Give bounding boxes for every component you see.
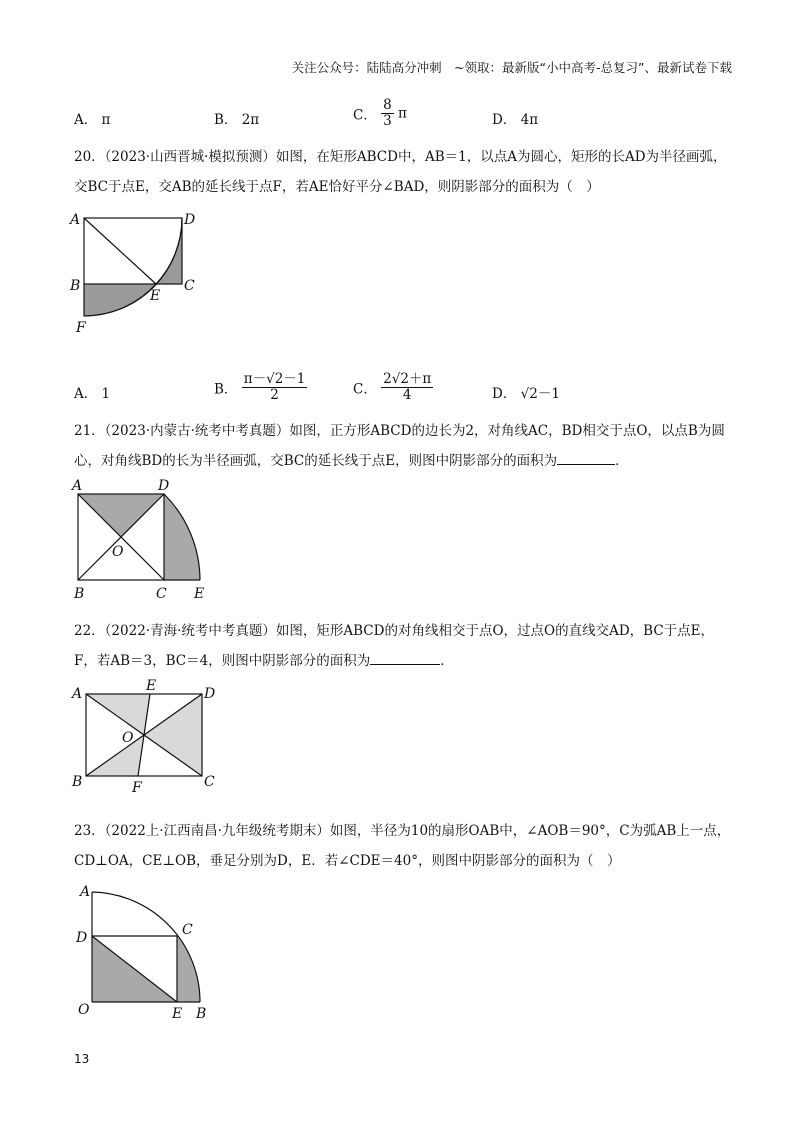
q20-label-e: E [150, 288, 161, 304]
q23-label-c: C [182, 922, 193, 938]
q23-figure [74, 882, 214, 1022]
q20-option-d [492, 382, 560, 402]
q23-label-b: B [196, 1006, 207, 1022]
q20-label-f: F [76, 320, 86, 336]
q21-shaded-region-cde [164, 494, 200, 580]
fraction-denominator: 3 [383, 112, 392, 129]
q23-label-o: O [78, 1002, 90, 1018]
q22-label-f: F [132, 780, 142, 796]
q21-label-b: B [74, 586, 85, 602]
q22-label-o: O [122, 730, 134, 746]
q19-option-d [492, 108, 538, 128]
q21-label-c: C [156, 586, 167, 602]
fraction-denominator: 4 [402, 386, 412, 403]
option-letter: B． [214, 112, 238, 128]
option-letter: D． [492, 112, 517, 128]
q21-text: 21．（2023·内蒙古·统考中考真题）如图，正方形ABCD的边长为2，对角线AC，BD相交于点O，以点B为圆心，对角线BD的长为半径画弧，交BC的延长线于点E，则图中阴影部分的面积为 [74, 423, 725, 469]
q20-figure [66, 208, 206, 338]
q20-shaded-region-right [156, 218, 182, 284]
option-letter: D． [492, 386, 517, 402]
page-header: 关注公众号：陆陆高分冲刺 ~领取：最新版“小中高考-总复习”、最新试卷下载 [291, 60, 732, 75]
q22-shaded-triangle-doc [144, 694, 202, 776]
q21-label-e: E [194, 586, 205, 602]
option-letter: A． [74, 386, 98, 402]
q22-question-text [74, 616, 734, 676]
q20-option-b [214, 372, 307, 403]
q22-label-e: E [146, 678, 157, 694]
q20-label-d: D [184, 212, 196, 228]
q21-question-text [74, 416, 734, 476]
q20-option-a [74, 382, 110, 402]
q19-option-b [214, 108, 259, 128]
q20-segment-ae [84, 218, 156, 284]
q22-label-c: C [204, 774, 215, 790]
fraction [381, 98, 394, 129]
page-number: 13 [74, 1052, 90, 1066]
q20-label-a: A [70, 212, 81, 228]
q23-shaded-region-ceb [177, 936, 200, 1002]
q23-label-e: E [172, 1006, 183, 1022]
option-value: π [398, 105, 407, 122]
q20-label-c: C [184, 278, 195, 294]
q19-option-a [74, 108, 110, 128]
q19-option-c [353, 98, 407, 129]
q20-label-b: B [70, 278, 81, 294]
answer-blank[interactable] [557, 450, 615, 465]
q22-label-d: D [204, 686, 216, 702]
answer-blank[interactable] [370, 650, 440, 665]
option-letter: A． [74, 112, 98, 128]
q20-question-text: 20．（2023·山西晋城·模拟预测）如图，在矩形ABCD中，AB＝1，以点A为圆心，矩形的长AD为半径画弧，交BC于点E，交AB的延长线于点F，若AE恰好平分∠BAD，则阴影部分的面积为（ ） [74, 149, 727, 195]
option-letter: C． [353, 381, 377, 398]
q22-text: 22．（2022·青海·统考中考真题）如图，矩形ABCD的对角线相交于点O，过点O的直线交AD，BC于点E，F，若AB＝3，BC＝4，则图中阴影部分的面积为 [74, 623, 715, 669]
option-value: 2π [241, 112, 260, 128]
fraction-denominator: 2 [270, 386, 279, 403]
q21-figure [70, 480, 220, 605]
option-letter: B． [214, 381, 238, 398]
q21-shaded-triangle-aod [78, 494, 164, 537]
q20-shaded-region-bottom [84, 284, 156, 316]
fraction-numerator: 8 [383, 97, 392, 113]
q22-label-b: B [72, 774, 83, 790]
q23-question-text: 23．（2022上·江西南昌·九年级统考期末）如图，半径为10的扇形OAB中，∠AOB＝90°，C为弧AB上一点，CD⊥OA，CE⊥OB，垂足分别为D，E．若∠CDE＝40°，则图中阴影部分的面积为（ ） [74, 823, 731, 869]
option-value: 4π [520, 112, 539, 128]
q22-figure [70, 680, 230, 796]
option-value: π [101, 112, 111, 128]
option-value: √2－1 [520, 386, 560, 402]
fraction [381, 372, 433, 403]
q22-end: ． [440, 653, 454, 669]
option-value: 1 [101, 386, 111, 402]
fraction-numerator: 2√2＋π [383, 371, 432, 387]
q23-label-a: A [80, 884, 91, 900]
fraction [242, 372, 308, 403]
q21-label-a: A [72, 478, 83, 494]
q21-label-d: D [158, 478, 170, 494]
q23-label-d: D [76, 930, 88, 946]
q20-option-c [353, 372, 433, 403]
q21-label-o: O [112, 544, 124, 560]
fraction-numerator: π－√2－1 [243, 371, 306, 387]
option-letter: C． [353, 107, 377, 124]
q21-end: ． [615, 453, 629, 469]
q22-label-a: A [72, 686, 83, 702]
